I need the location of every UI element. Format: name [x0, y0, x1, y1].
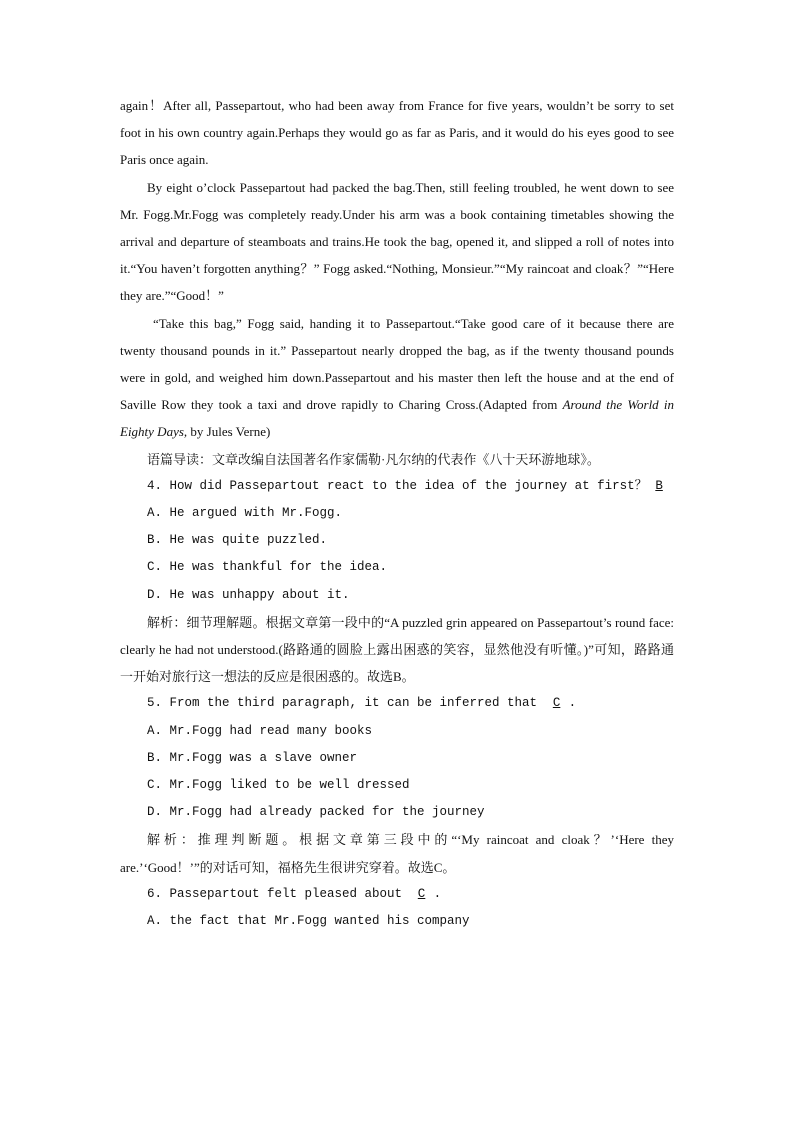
- question-5-text: 5. From the third paragraph, it can be inferred that: [147, 696, 538, 711]
- question-6-option-a: A. the fact that Mr.Fogg wanted his company: [147, 914, 470, 929]
- story-paragraph-1: again！After all, Passepartout, who had been away from France for five years, wouldn’t be sorry to set foot in his own country again.Perhaps they would go as far as Paris, and it would do his eyes good to see Paris once again.: [120, 98, 674, 168]
- question-6-stem: [120, 881, 674, 908]
- question-4-analysis: 解析：细节理解题。根据文章第一段中的“A puzzled grin appeared on Passepartout’s round face: clearly he had not understood.(路路通的圆脸上露出困惑的笑容，显然他没有听懂。)”可知，路路通一开始对旅行这一想法的反应是很困惑的。故选B。: [120, 614, 674, 685]
- question-4-option-b: B. He was quite puzzled.: [147, 533, 328, 548]
- question-4-option-d: D. He was unhappy about it.: [147, 587, 350, 602]
- question-6-stem-end: .: [433, 886, 442, 901]
- question-5-answer: C: [552, 696, 561, 711]
- book-title: Around the World in Eighty Days,: [120, 397, 674, 440]
- question-4-option-a: A. He argued with Mr.Fogg.: [147, 506, 343, 521]
- question-5-stem: [120, 690, 674, 717]
- question-4-text: 4. How did Passepartout react to the idea of the journey at first？: [147, 478, 648, 493]
- question-5-option-c: C. Mr.Fogg liked to be well dressed: [147, 778, 410, 793]
- question-6-text: 6. Passepartout felt pleased about: [147, 886, 403, 901]
- story-paragraph-2: By eight o’clock Passepartout had packed the bag.Then, still feeling troubled, he went down to see Mr. Fogg.Mr.Fogg was completely ready.Under his arm was a book containing timetables showing the arrival and departure of steamboats and trains.He took the bag, opened it, and slipped a roll of notes into it.“You haven’t forgotten anything？” Fogg asked.“Nothing, Monsieur.”“My raincoat and cloak？”“Here they are.”“Good！”: [120, 179, 674, 304]
- question-5-option-a: A. Mr.Fogg had read many books: [147, 723, 373, 738]
- question-6-answer: C: [417, 886, 426, 901]
- story-paragraph-3-source: by Jules Verne): [187, 424, 271, 440]
- question-4-stem: [120, 473, 674, 500]
- story-paragraph-3: [120, 310, 674, 446]
- question-5-stem-end: .: [568, 696, 577, 711]
- document-page: [120, 92, 674, 935]
- question-4-option-c: C. He was thankful for the idea.: [147, 560, 388, 575]
- question-5-option-d: D. Mr.Fogg had already packed for the journey: [147, 805, 485, 820]
- question-5-option-b: B. Mr.Fogg was a slave owner: [147, 750, 358, 765]
- question-5-analysis: 解析：推理判断题。根据文章第三段中的“‘My raincoat and cloak？’‘Here they are.’‘Good！’”的对话可知，福格先生很讲究穿着。故选C。: [120, 832, 674, 875]
- passage-guide: 语篇导读：文章改编自法国著名作家儒勒·凡尔纳的代表作《八十天环游地球》。: [147, 451, 600, 467]
- story-paragraph-3-text: “Take this bag,” Fogg said, handing it to Passepartout.“Take good care of it because there are twenty thousand pounds in it.” Passepartout nearly dropped the bag, as if the twenty thousand pounds were in gold, and weighed him down.Passepartout and his master then left the house and at the end of Saville Row they took a taxi and drove rapidly to Charing Cross.(Adapted from: [120, 315, 674, 413]
- question-4-answer: B: [655, 478, 663, 493]
